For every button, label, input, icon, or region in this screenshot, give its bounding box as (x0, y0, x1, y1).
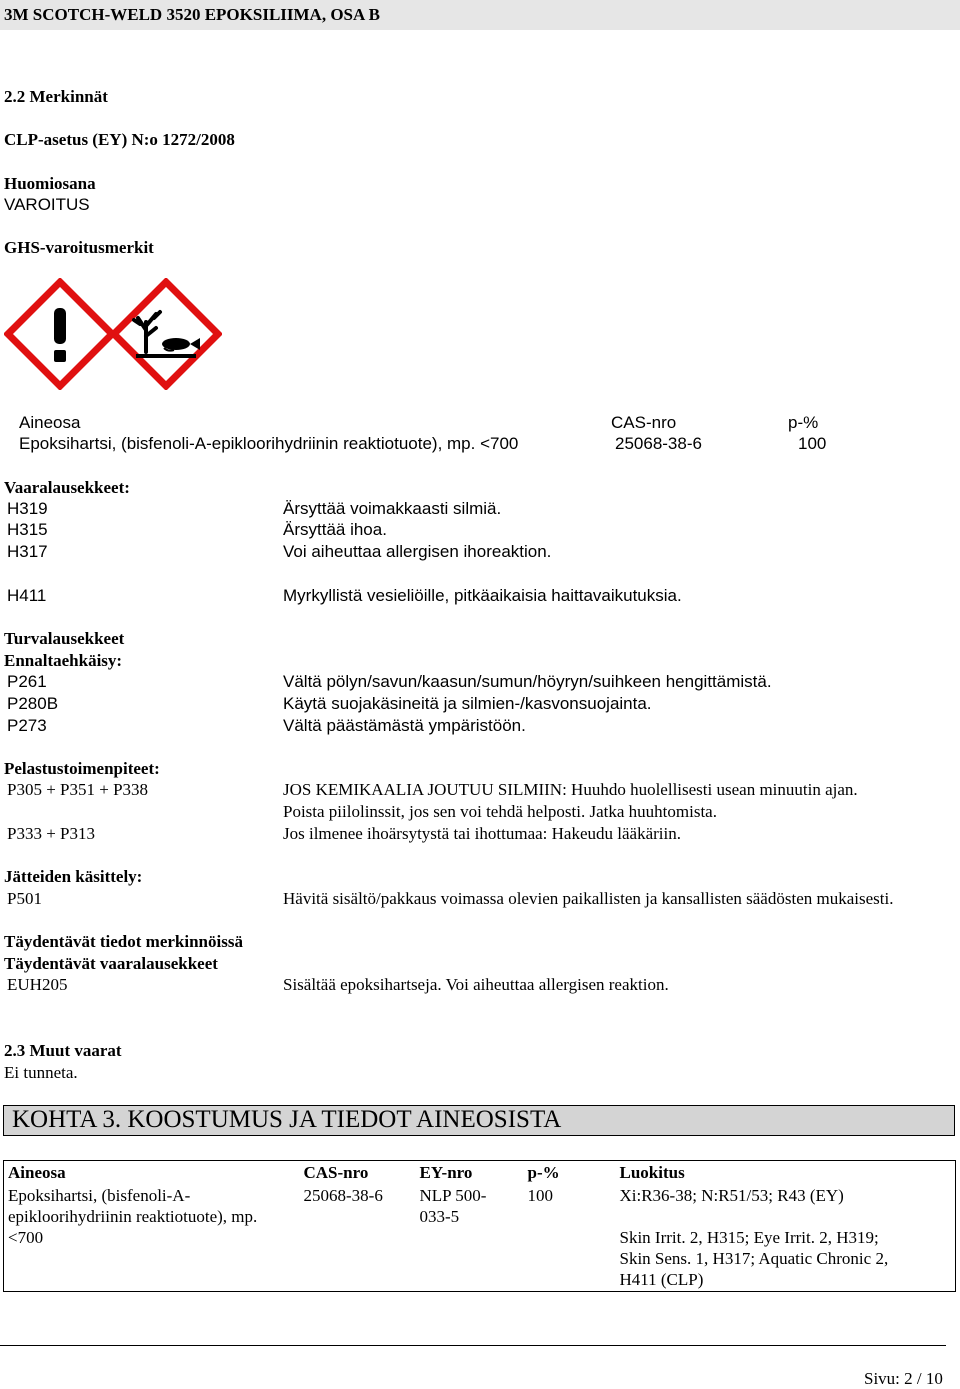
table-row (4, 1184, 956, 1292)
disposal-code: P501 (7, 889, 42, 908)
hazard-code: H315 (7, 520, 48, 539)
signal-word-label: Huomiosana (4, 174, 96, 193)
hazard-code: H411 (7, 586, 47, 605)
footer-divider (0, 1345, 946, 1346)
ingredient-header-name: Aineosa (19, 413, 81, 432)
hazard-text: Myrkyllistä vesieliöille, pitkäaikaisia haittavaikutuksia. (283, 586, 682, 605)
supplemental-text: Sisältää epoksihartseja. Voi aiheuttaa allergisen reaktion. (283, 975, 669, 994)
page-number: Sivu: 2 / 10 (864, 1369, 943, 1388)
cell-line: Skin Sens. 1, H317; Aquatic Chronic 2, (619, 1249, 889, 1268)
supplemental-code: EUH205 (7, 975, 68, 994)
ingredient-name: Epoksihartsi, (bisfenoli-A-epikloorihydriinin reaktiotuote), mp. <700 (19, 434, 519, 453)
exclamation-mark-icon (4, 278, 116, 390)
cell-line: NLP 500- (419, 1186, 487, 1205)
ingredient-pct: 100 (798, 434, 827, 453)
response-text: Jos ilmenee ihoärsytystä tai ihottumaa: Hakeudu lääkäriin. (283, 824, 681, 843)
table-header-row (4, 1161, 956, 1185)
environment-hazard-icon (110, 278, 222, 390)
section-2-3-text: Ei tunneta. (4, 1063, 78, 1082)
cell-cas: 25068-38-6 (303, 1186, 383, 1205)
hazard-text: Ärsyttää ihoa. (283, 520, 387, 539)
ingredient-header-cas: CAS-nro (611, 413, 677, 432)
prevention-text: Vältä päästämästä ympäristöön. (283, 716, 526, 735)
prevention-code: P280B (7, 694, 59, 713)
prevention-text: Käytä suojakäsineitä ja silmien-/kasvonsuojainta. (283, 694, 652, 713)
composition-table (3, 1160, 956, 1292)
document-title: 3M SCOTCH-WELD 3520 EPOKSILIIMA, OSA B (4, 5, 380, 24)
cell-line: H411 (CLP) (619, 1270, 704, 1289)
ingredient-cas: 25068-38-6 (615, 434, 702, 453)
hazard-code: H317 (7, 542, 48, 561)
cell-line: Epoksihartsi, (bisfenoli-A- (8, 1186, 191, 1205)
cell-line: Xi:R36-38; N:R51/53; R43 (EY) (619, 1186, 844, 1205)
cell-line: <700 (8, 1228, 44, 1247)
cell-luokitus (616, 1184, 956, 1292)
prevention-label: Ennaltaehkäisy: (4, 651, 123, 670)
section-3-title: KOHTA 3. KOOSTUMUS JA TIEDOT AINEOSISTA (12, 1106, 562, 1133)
cell-line: epikloorihydriinin reaktiotuote), mp. (8, 1207, 258, 1226)
disposal-text: Hävitä sisältö/pakkaus voimassa olevien paikallisten ja kansallisten säädösten mukaisesti. (283, 889, 894, 908)
section-2-3-title: 2.3 Muut vaarat (4, 1041, 122, 1060)
response-code: P333 + P313 (7, 824, 95, 843)
supplemental-label: Täydentävät tiedot merkinnöissä (4, 932, 243, 951)
response-text: Poista piilolinssit, jos sen voi tehdä helposti. Jatka huuhtomista. (283, 802, 717, 821)
response-code: P305 + P351 + P338 (7, 780, 149, 799)
cell-line: Skin Irrit. 2, H315; Eye Irrit. 2, H319; (619, 1228, 879, 1247)
prevention-code: P261 (7, 672, 47, 691)
column-header-ey: EY-nro (419, 1163, 473, 1182)
cell-line: 033-5 (419, 1207, 460, 1226)
cell-pct: 100 (527, 1186, 553, 1205)
supplemental-sub-label: Täydentävät vaaralausekkeet (4, 954, 218, 973)
hazard-text: Ärsyttää voimakkaasti silmiä. (283, 499, 502, 518)
prevention-code: P273 (7, 716, 47, 735)
column-header-cas: CAS-nro (303, 1163, 369, 1182)
column-header-luokitus: Luokitus (619, 1163, 685, 1182)
column-header-aineosa: Aineosa (8, 1163, 66, 1182)
cell-ey (416, 1184, 524, 1292)
signal-word: VAROITUS (4, 195, 90, 214)
column-header-pct: p-% (527, 1163, 560, 1182)
precaution-label: Turvalausekkeet (4, 629, 125, 648)
disposal-label: Jätteiden käsittely: (4, 867, 143, 886)
cell-line (620, 1206, 952, 1227)
regulation-label: CLP-asetus (EY) N:o 1272/2008 (4, 130, 235, 149)
hazard-label: Vaaralausekkeet: (4, 478, 130, 497)
hazard-code: H319 (7, 499, 48, 518)
hazard-text: Voi aiheuttaa allergisen ihoreaktion. (283, 542, 552, 561)
section-3-banner (3, 1105, 955, 1136)
response-label: Pelastustoimenpiteet: (4, 759, 160, 778)
ingredient-header-pct: p-% (788, 413, 819, 432)
cell-aineosa (4, 1184, 300, 1292)
section-2-2-title: 2.2 Merkinnät (4, 87, 108, 106)
prevention-text: Vältä pölyn/savun/kaasun/sumun/höyryn/suihkeen hengittämistä. (283, 672, 772, 691)
pictograms-label: GHS-varoitusmerkit (4, 238, 154, 257)
response-text: JOS KEMIKAALIA JOUTUU SILMIIN: Huuhdo huolellisesti usean minuutin ajan. (283, 780, 858, 799)
